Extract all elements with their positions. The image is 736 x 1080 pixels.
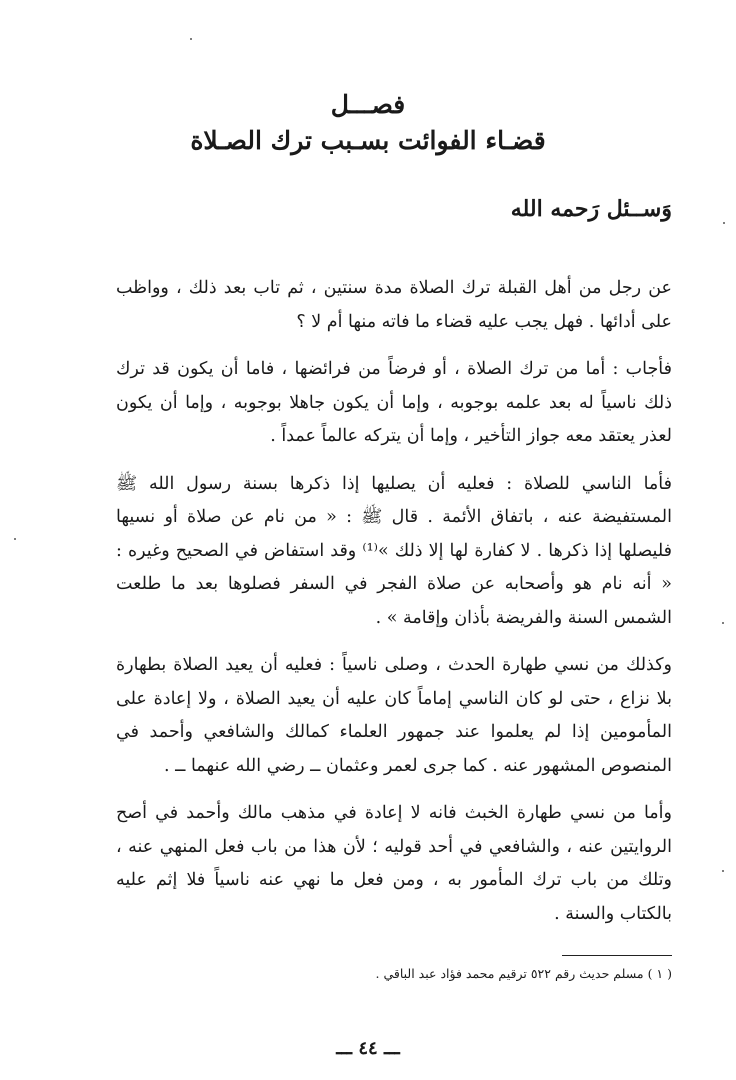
paragraph-purity-khabath: وأما من نسي طهارة الخبث فانه لا إعادة في مذهب مالك وأحمد في أصح الروايتين عنه ، والشافعي في أحد قوليه ؛ لأن هذا من باب فعل المنهي عنه ، وتلك من باب ترك المأمور به ، ومن فعل ما نهي عنه ناسياً فلا إثم عليه بالكتاب والسنة . bbox=[116, 803, 672, 924]
scan-speck bbox=[722, 870, 724, 872]
paragraph-question: عن رجل من أهل القبلة ترك الصلاة مدة سنتين ، ثم تاب بعد ذلك ، وواظب على أدائها . فهل يجب عليه قضاء ما فاته منها أم لا ؟ bbox=[116, 278, 672, 332]
scan-speck bbox=[14, 538, 16, 540]
section-title: قضـاء الفوائت بسـبب ترك الصـلاة bbox=[190, 126, 546, 155]
body-text bbox=[116, 272, 672, 945]
scan-speck bbox=[722, 622, 724, 624]
footnote: ( ١ ) مسلم حديث رقم ٥٢٢ ترقيم محمد فؤاد عبد الباقي . bbox=[375, 966, 672, 981]
paragraph-forgetful: فأما الناسي للصلاة : فعليه أن يصليها إذا ذكرها بسنة رسول الله ﷺ المستفيضة عنه ، باتفاق الأئمة . قال ﷺ : « من نام عن صلاة أو نسيها فليصلها إذا ذكرها . لا كفارة لها إلا ذلك »⁽¹⁾ وقد استفاض في الصحيح وغيره : « أنه نام هو وأصحابه عن صلاة الفجر في السفر فصلوها بعد ما طلعت الشمس السنة والفريضة بأذان وإقامة » . bbox=[116, 473, 672, 628]
paragraph-purity-hadath: وكذلك من نسي طهارة الحدث ، وصلى ناسياً : فعليه أن يعيد الصلاة بطهارة بلا نزاع ، حتى لو كان الناسي إماماً كان عليه أن يعيد الصلاة ، ولا إعادة على المأمومين إذا لم يعلموا عند جمهور العلماء كمالك والشافعي وأحمد في المنصوص المشهور عنه . كما جرى لعمر وعثمان ــ رضي الله عنهما ــ . bbox=[116, 655, 672, 776]
footnote-divider bbox=[562, 955, 672, 956]
paragraph-answer: فأجاب : أما من ترك الصلاة ، أو فرضاً من فرائضها ، فاما أن يكون قد ترك ذلك ناسياً له بعد علمه بوجوبه ، وإما أن يكون جاهلا بوجوبه ، وإما أن يكون لعذر يعتقد معه جواز التأخير ، وإما أن يتركه عالماً عمداً . bbox=[116, 359, 672, 446]
page-number: ـــ ٤٤ ـــ bbox=[336, 1038, 400, 1059]
question-intro: وَســئل رَحمه الله bbox=[510, 196, 672, 222]
scan-speck bbox=[190, 38, 192, 40]
section-heading: فصـــل bbox=[330, 90, 406, 119]
scan-speck bbox=[723, 222, 725, 224]
